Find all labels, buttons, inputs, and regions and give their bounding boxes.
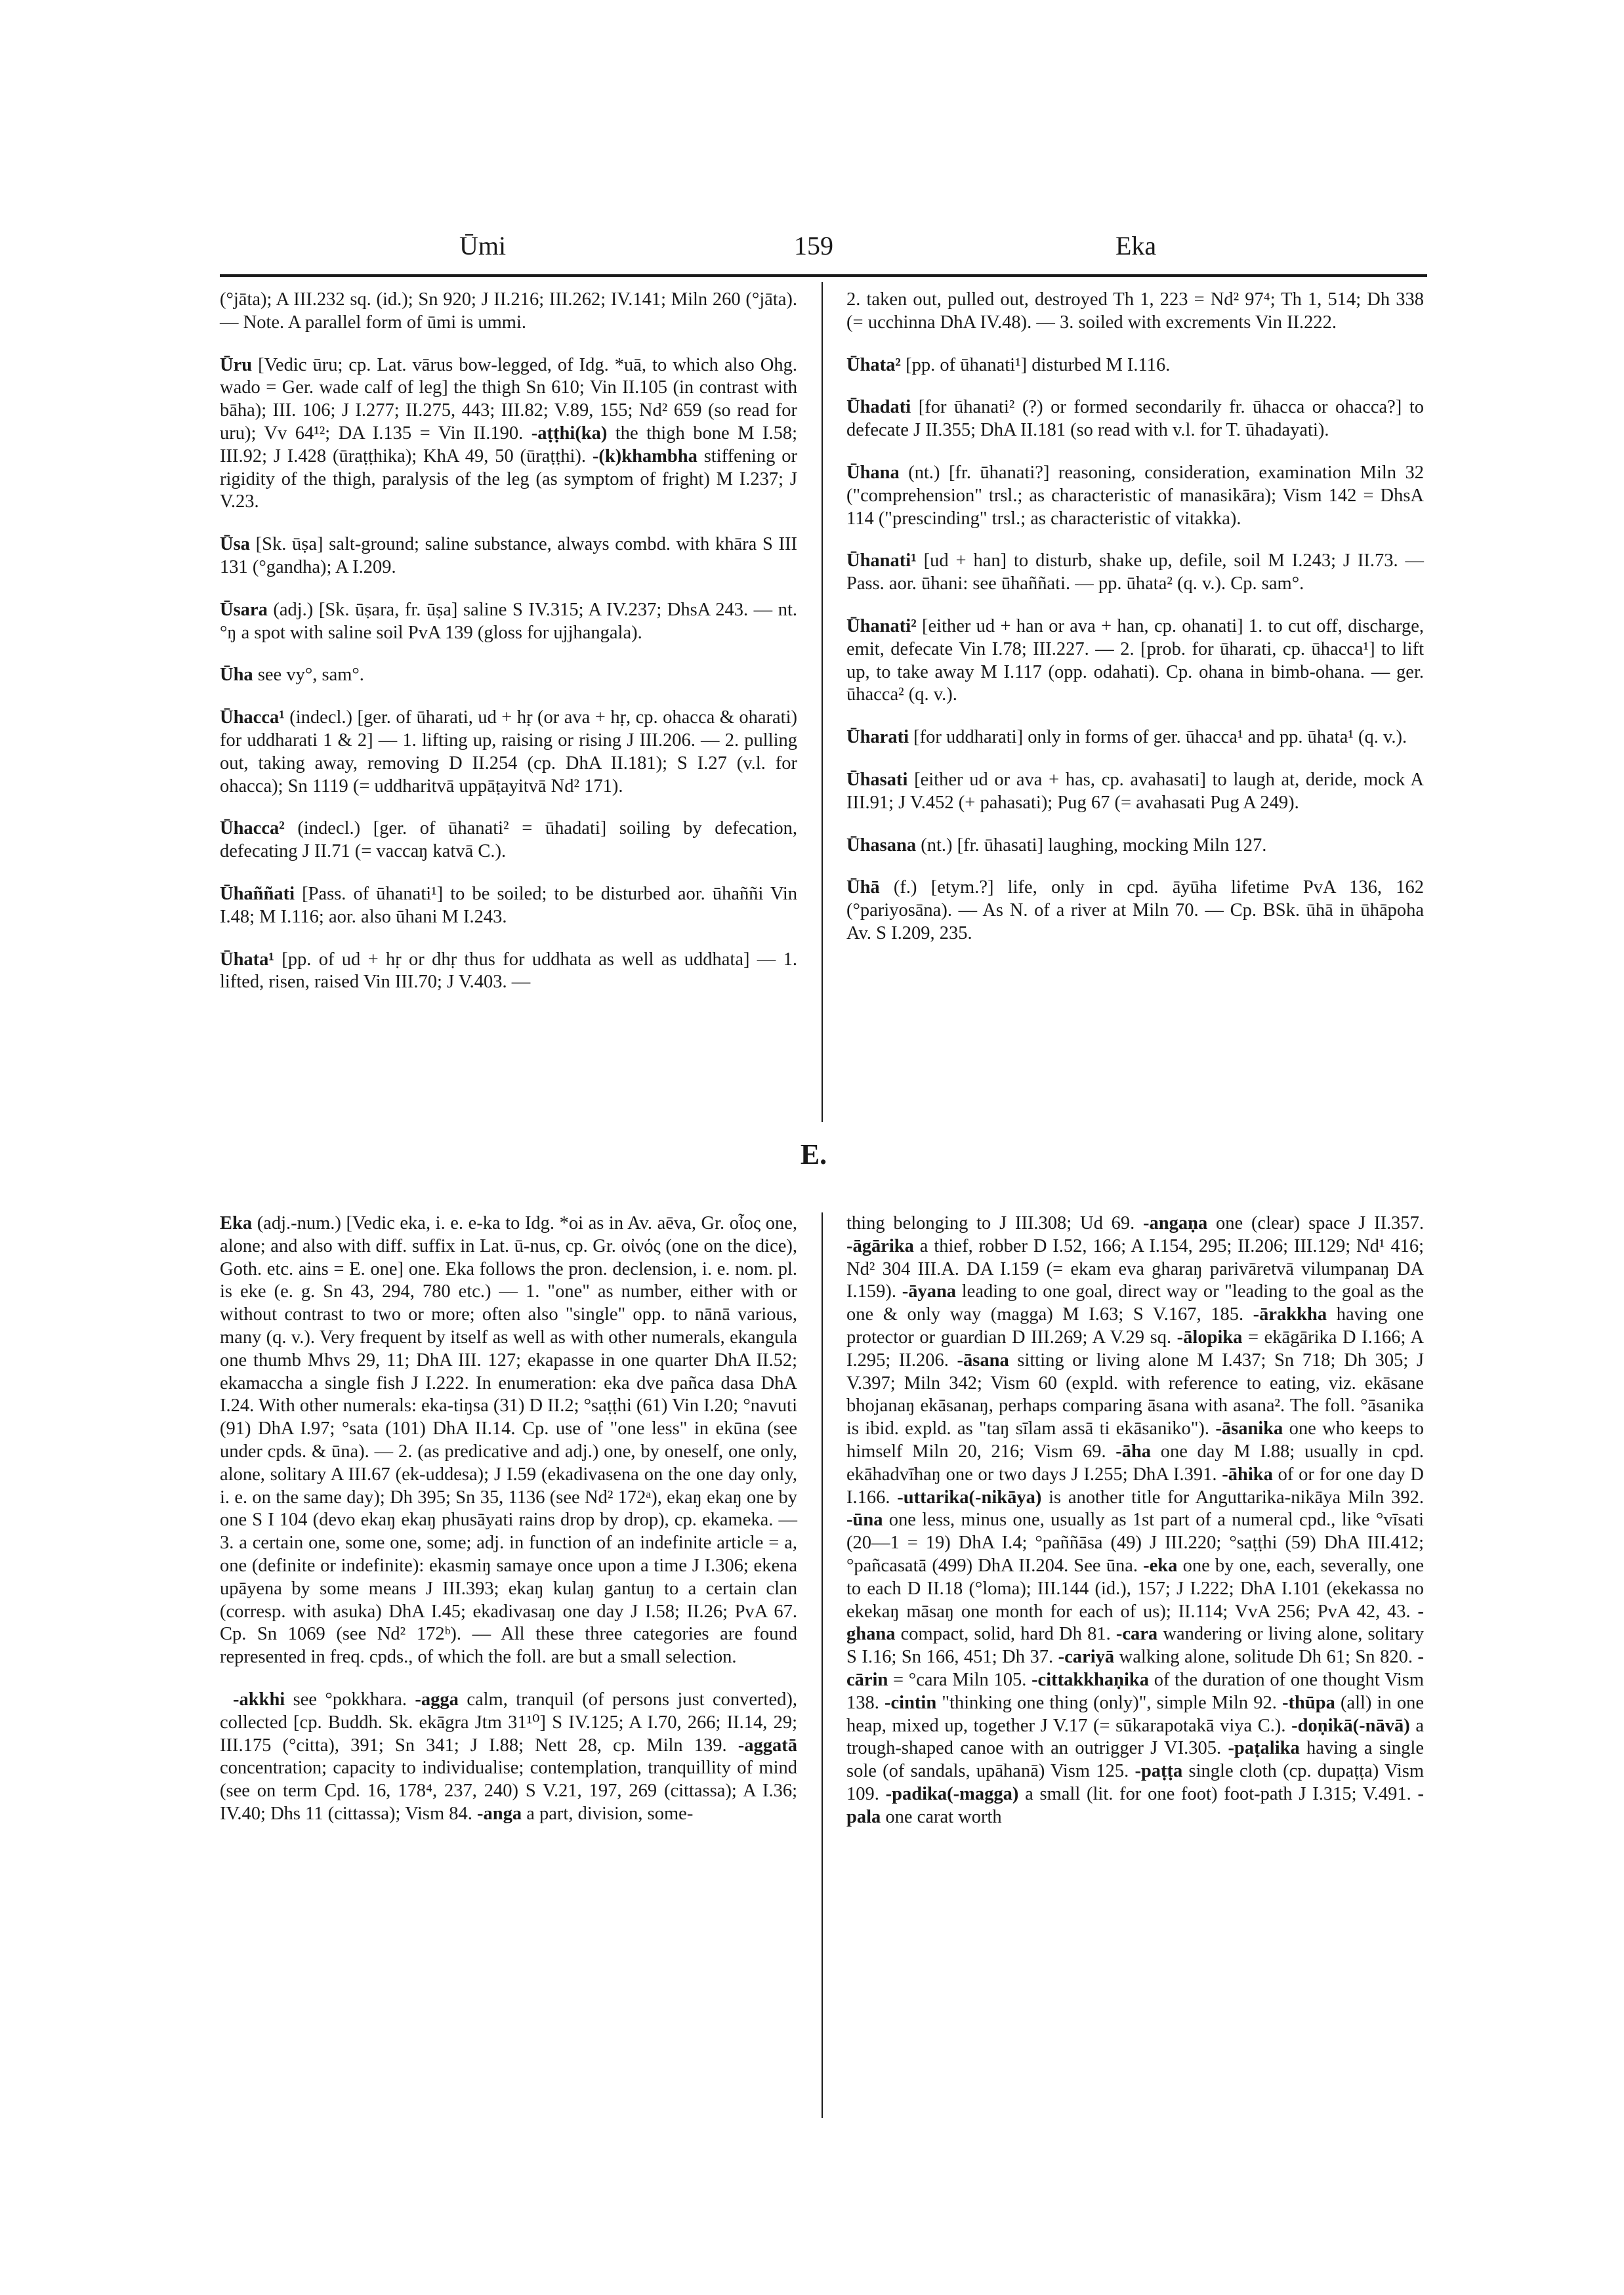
entry-text: 2. taken out, pulled out, destroyed Th 1, 223 = Nd² 97⁴; Th 1, 514; Dh 338 (= ucchinna DhA IV.48). — 3. soiled with excrements Vin II.222. xyxy=(846,289,1424,333)
entry-eka-compounds xyxy=(220,1689,797,1826)
entry-text: [pp. of ūhanati¹] disturbed M I.116. xyxy=(900,354,1171,375)
subentry: -aggatā xyxy=(738,1735,797,1756)
subentry: -āha xyxy=(1115,1441,1152,1462)
entry-text: [for uddharati] only in forms of ger. ūhacca¹ and pp. ūhata¹ (q. v.). xyxy=(909,727,1407,748)
column-a xyxy=(220,289,797,1014)
subentry: -ārakkha xyxy=(1253,1304,1327,1325)
subentry: -cariyā xyxy=(1058,1647,1115,1668)
entry-text: of or for one day D I.166. xyxy=(846,1464,1424,1508)
subentry: -akkhi xyxy=(233,1689,285,1710)
headword: Ūhanati¹ xyxy=(846,550,917,571)
subentry: -(k)khambha xyxy=(592,445,697,466)
entry-text: [Vedic ūru; cp. Lat. vārus bow-legged, of Idg. *uā, to which also Ohg. wado = Ger. wade calf of leg] the thigh Sn 610; Vin II.105 (in contrast with bāha); III. 106; J I.277; II.275, 443; III.82; V.89, 155; Nd² 659 (so read for uru); Vv 64¹²; DA I.135 = Vin II.190. xyxy=(220,354,797,444)
entry-text: one less, minus one, usually as 1st part of a numeral cpd., like °vīsati (20—1 = 19) DhA I.4; °paññāsa (49) J III.220; °saṭṭhi (59) DhA III.412; °pañcasatā (499) DhA II.204. See ūna. xyxy=(846,1510,1424,1576)
entry-text: stiffening or rigidity of the thigh, paralysis of the leg (as symptom of fright) M I.237; J V.23. xyxy=(220,445,797,512)
entry-text: (indecl.) [ger. of ūhanati² = ūhadati] soiling by defecation, defecating J II.71 (= vaccaŋ katvā C.). xyxy=(220,818,797,862)
entry-uhacca-2 xyxy=(220,817,797,863)
entry-uhanati-2 xyxy=(846,615,1424,707)
entry-text: (indecl.) [ger. of ūharati, ud + hṛ (or ava + hṛ, cp. ohacca & oharati) for uddharati 1 & 2] — 1. lifting up, raising or rising J III.206. — 2. pulling out, taking away, removing D II.254 (cp. DhA II.181); S I.27 (v.l. for ohacca); Sn 1119 (= uddharitvā uppāṭayitvā Nd² 171). xyxy=(220,707,797,796)
entry-text: having a single sole (of sandals, upāhanā) Vism 125. xyxy=(846,1738,1424,1782)
entry-eka xyxy=(220,1212,797,1669)
entry-text: (f.) [etym.?] life, only in cpd. āyūha lifetime PvA 136, 162 (°pariyosāna). — As N. of a river at Miln 70. — Cp. BSk. ūhā in ūhāpoha Av. S I.209, 235. xyxy=(846,877,1424,943)
headword: Ūhata² xyxy=(846,354,901,375)
entry-text: one day M I.88; usually in cpd. ekāhadvīhaŋ one or two days J I.255; DhA I.391. xyxy=(846,1441,1424,1485)
headword: Ūsara xyxy=(220,599,268,620)
running-head-right: Eka xyxy=(1115,231,1157,260)
entry-continuation-umi xyxy=(220,289,797,335)
headword: Ūsa xyxy=(220,534,250,555)
subentry: -cintin xyxy=(885,1692,937,1713)
column-d xyxy=(846,1212,1424,1849)
subentry: -āsanika xyxy=(1215,1418,1283,1439)
entry-text: (all) in one heap, mixed up, together J V.17 (= sūkarapotakā viya C.). xyxy=(846,1692,1424,1736)
entry-text: sitting or living alone M I.437; Sn 718; Dh 305; J V.397; Miln 342; Vism 60 (expld. with reference to eating, viz. ekāsane bhojanaŋ ekāsanaŋ, perhaps comparing āsana with asana². The foll. °āsanika is ibid. expld. as "taŋ sīlam assā ti ekāsaniko"). xyxy=(846,1350,1424,1439)
entry-continuation-uhata xyxy=(846,289,1424,335)
section-letter: E. xyxy=(800,1138,827,1170)
entry-text: [Pass. of ūhanati¹] to be soiled; to be disturbed aor. ūhaññi Vin I.48; M I.116; aor. also ūhani M I.243. xyxy=(220,883,797,927)
entry-text: a trough-shaped canoe with an outrigger J VI.305. xyxy=(846,1715,1424,1759)
entry-text: concentration; capacity to individualise; contemplation, tranquillity of mind (see on term Cpd. 16, 178⁴, 237, 240) S V.21, 197, 269 (cittassa); A I.36; IV.40; Dhs 11 (cittassa); Vism 84. xyxy=(220,1758,797,1824)
entry-usa xyxy=(220,533,797,579)
entry-text: compact, solid, hard Dh 81. xyxy=(895,1624,1116,1645)
headword: Ūha xyxy=(220,665,253,686)
headword: Ūru xyxy=(220,354,253,375)
headword: Ūhaññati xyxy=(220,883,295,904)
subentry: -cārin xyxy=(846,1647,1424,1690)
entry-text: (adj.) [Sk. ūṣara, fr. ūṣa] saline S IV.315; A IV.237; DhsA 243. — nt. °ŋ a spot with saline soil PvA 139 (gloss for ujjhangala). xyxy=(220,599,797,643)
entry-text: [for ūhanati² (?) or formed secondarily fr. ūhacca or ohacca?] to defecate J II.355; DhA II.181 (so read with v.l. for T. ūhadayati). xyxy=(846,397,1424,441)
subentry: -eka xyxy=(1143,1555,1178,1576)
entry-text: [either ud or ava + has, cp. avahasati] to laugh at, deride, mock A III.91; J V.452 (+ pahasati); Pug 67 (= avahasati Pug A 249). xyxy=(846,769,1424,813)
subentry: -paṭalika xyxy=(1228,1738,1300,1759)
headword: Ūhacca¹ xyxy=(220,707,285,728)
entry-text: "thinking one thing (only)", simple Miln 92. xyxy=(936,1692,1283,1713)
entry-text: (nt.) [fr. ūhasati] laughing, mocking Miln 127. xyxy=(916,835,1267,856)
page-number: 159 xyxy=(794,231,833,260)
entry-uhanati-1 xyxy=(846,550,1424,596)
subentry: -cittakkhaṇika xyxy=(1031,1669,1150,1690)
column-divider-upper xyxy=(822,282,823,1122)
subentry: -anga xyxy=(477,1803,522,1824)
headword: Ūhasati xyxy=(846,769,908,790)
entry-text: [pp. of ud + hṛ or dhṛ thus for uddhata as well as uddhata] — 1. lifted, risen, raised Vin III.70; J V.403. — xyxy=(220,949,797,993)
column-c xyxy=(220,1212,797,1846)
headword: Ūhana xyxy=(846,462,900,483)
subentry: -thūpa xyxy=(1282,1692,1335,1713)
headword: Ūhanati² xyxy=(846,615,917,636)
entry-text: is another title for Anguttarika-nikāya Miln 392. xyxy=(1041,1487,1424,1508)
entry-text: a part, division, some- xyxy=(522,1803,694,1824)
subentry: -agga xyxy=(415,1689,459,1710)
entry-uhacca-1 xyxy=(220,707,797,798)
entry-text: one by one, each, severally, one to each D II.18 (°loma); III.144 (id.), 157; J I.222; DhA I.101 (ekekassa no ekekaŋ māsaŋ one month for each of us); II.114; VvA 256; PvA 42, 43. xyxy=(846,1555,1424,1622)
headword: Ūhasana xyxy=(846,835,917,856)
subentry: -doṇikā(-nāvā) xyxy=(1291,1715,1410,1736)
entry-uru xyxy=(220,354,797,514)
entry-text: (nt.) [fr. ūhanati?] reasoning, consideration, examination Miln 32 ("comprehension" trsl.; as characteristic of manasikāra); Vism 142 = DhsA 114 ("prescinding" trsl.; as characteristic of vitakka). xyxy=(846,462,1424,529)
entry-text: a small (lit. for one foot) foot-path J I.315; V.491. xyxy=(1018,1783,1418,1804)
subentry: -āsana xyxy=(957,1350,1009,1371)
headword: Ūhacca² xyxy=(220,818,285,839)
entry-uhata-1 xyxy=(220,949,797,995)
entry-uharati xyxy=(846,726,1424,749)
entry-text: (°jāta); A III.232 sq. (id.); Sn 920; J II.216; III.262; IV.141; Miln 260 (°jāta). — Note. A parallel form of ūmi is ummi. xyxy=(220,289,797,333)
headword: Eka xyxy=(220,1213,253,1233)
entry-text: = ekāgārika D I.166; A I.295; II.206. xyxy=(846,1327,1424,1371)
subentry: -paṭṭa xyxy=(1135,1761,1183,1782)
subentry: -uttarika(-nikāya) xyxy=(897,1487,1042,1508)
column-b xyxy=(846,289,1424,965)
entry-text: (adj.-num.) [Vedic eka, i. e. e-ka to Idg. *oi as in Av. aēva, Gr. οἶος one, alone; and also with diff. suffix in Lat. ū-nus, cp. Gr. οἰνός (one on the dice), Goth. etc. ains = E. one] one. Eka follows the pron. declension, i. e. nom. pl. is eke (e. g. Sn 43, 294, 780 etc.) — 1. "one" as number, either with or without contrast to two or more; often also "single" opp. to nānā various, many (q. v.). Very frequent by itself as well as with other numerals, ekangula one thumb Mhvs 29, 11; DhA III. 127; ekapasse in one quarter DhA II.52; ekamaccha a single fish J I.222. In enumeration: eka dve pañca dasa DhA I.24. With other numerals: eka-tiŋsa (31) D II.2; °saṭṭhi (61) Vin I.20; °navuti (91) DhA I.97; °sata (101) DhA II.14. Cp. use of "one less" in ekūna (see under cpds. & ūna). — 2. (as predicative and adj.) one, by oneself, one only, alone, solitary A III.67 (ek-uddesa); J I.59 (ekadivasena on the one day only, i. e. on the same day); Dh 395; Sn 35, 1136 (see Nd² 172ᵃ), ekaŋ ekaŋ one by one S I 104 (devo ekaŋ ekaŋ phusāyati rains drop by drop), cp. ekameka. — 3. a certain one, some one, some; adj. in function of an indefinite article = a, one (definite or indefinite): ekasmiŋ samaye once upon a time J I.306; ekena upāyena by some means J III.393; ekaŋ kulaŋ gantuŋ to a certain clan (corresp. with asuka) DhA I.45; ekadivasaŋ one day J I.58; II.26; PvA 67. Cp. Sn 1069 (see Nd² 172ᵇ). — All these three categories are found represented in freq. cpds., of which the foll. are but a small selection. xyxy=(220,1213,797,1668)
entry-text: see °pokkhara. xyxy=(285,1689,415,1710)
entry-text: a thief, robber D I.52, 166; A I.154, 295; II.206; III.129; Nd¹ 416; Nd² 304 III.A. DA I.159 (= ekam eva gharaŋ parivāretvā vilumpanaŋ DA I.159). xyxy=(846,1235,1424,1302)
subentry: -āyana xyxy=(902,1281,957,1302)
entry-uhasana xyxy=(846,835,1424,858)
entry-eka-compounds-cont xyxy=(846,1212,1424,1829)
entry-text: calm, tranquil (of persons just converted), collected [cp. Buddh. Sk. ekāgra Jtm 31¹⁰] S IV.125; A I.70, 266; II.14, 29; III.175 (°citta), 391; Sn 341; J I.88; Nett 28, cp. Miln 139. xyxy=(220,1689,797,1756)
entry-text: having one protector or guardian D III.269; A V.29 sq. xyxy=(846,1304,1424,1348)
subentry: -aṭṭhi(ka) xyxy=(531,423,608,444)
subentry: -ghana xyxy=(846,1601,1424,1645)
entry-text: [Sk. ūṣa] salt-ground; saline substance, always combd. with khāra S III 131 (°gandha); A I.209. xyxy=(220,534,797,577)
entry-usara xyxy=(220,599,797,645)
subentry: -ūna xyxy=(846,1510,883,1531)
headword: Ūhadati xyxy=(846,397,911,418)
entry-uhana xyxy=(846,462,1424,530)
subentry: -padika(-magga) xyxy=(885,1783,1019,1804)
entry-text: one (clear) space J II.357. xyxy=(1207,1213,1424,1233)
entry-text: single cloth (cp. dupaṭṭa) Vism 109. xyxy=(846,1761,1424,1804)
entry-text: one carat worth xyxy=(881,1806,1002,1827)
entry-uhannati xyxy=(220,883,797,929)
entry-text: = °cara Miln 105. xyxy=(888,1669,1032,1690)
entry-text: [either ud + han or ava + han, cp. ohanati] 1. to cut off, discharge, emit, defecate Vin I.78; III.227. — 2. [prob. for ūharati, cp. ūhacca¹] to lift up, to take away M I.117 (opp. odahati). Cp. ohana in bimb-ohana. — ger. ūhacca² (q. v.). xyxy=(846,615,1424,705)
headword: Ūhā xyxy=(846,877,880,898)
subentry: -angaṇa xyxy=(1143,1213,1208,1233)
entry-text: [ud + han] to disturb, shake up, defile, soil M I.243; J II.73. — Pass. aor. ūhani: see ūhaññati. — pp. ūhata² (q. v.). Cp. sam°. xyxy=(846,550,1424,594)
running-head-left: Ūmi xyxy=(459,231,507,260)
headword: Ūharati xyxy=(846,727,909,748)
header-rule xyxy=(220,274,1427,277)
entry-text: wandering or living alone, solitary S I.16; Sn 166, 451; Dh 37. xyxy=(846,1624,1424,1668)
entry-uhasati xyxy=(846,769,1424,815)
column-divider-lower xyxy=(822,1212,823,2118)
subentry: -ālopika xyxy=(1176,1327,1243,1348)
entry-uhata-2 xyxy=(846,354,1424,377)
entry-text: leading to one goal, direct way or "leading to the goal as the one & only way (magga) M I.63; S V.167, 185. xyxy=(846,1281,1424,1325)
headword: Ūhata¹ xyxy=(220,949,274,970)
entry-text: see vy°, sam°. xyxy=(253,665,364,686)
entry-text: one who keeps to himself Miln 20, 216; Vism 69. xyxy=(846,1418,1424,1462)
entry-text: of the duration of one thought Vism 138. xyxy=(846,1669,1424,1713)
entry-text: the thigh bone M I.58; III.92; J I.428 (ūraṭṭhika); KhA 49, 50 (ūraṭṭhi). xyxy=(220,423,797,466)
entry-uhadati xyxy=(846,396,1424,442)
subentry: -pala xyxy=(846,1783,1424,1827)
subentry: -cara xyxy=(1115,1624,1158,1645)
entry-text: thing belonging to J III.308; Ud 69. xyxy=(846,1213,1144,1233)
entry-uha-f xyxy=(846,877,1424,945)
subentry: -āgārika xyxy=(846,1235,914,1256)
entry-text: walking alone, solitude Dh 61; Sn 820. xyxy=(1114,1647,1418,1668)
entry-uha xyxy=(220,664,797,687)
subentry: -āhika xyxy=(1222,1464,1273,1485)
